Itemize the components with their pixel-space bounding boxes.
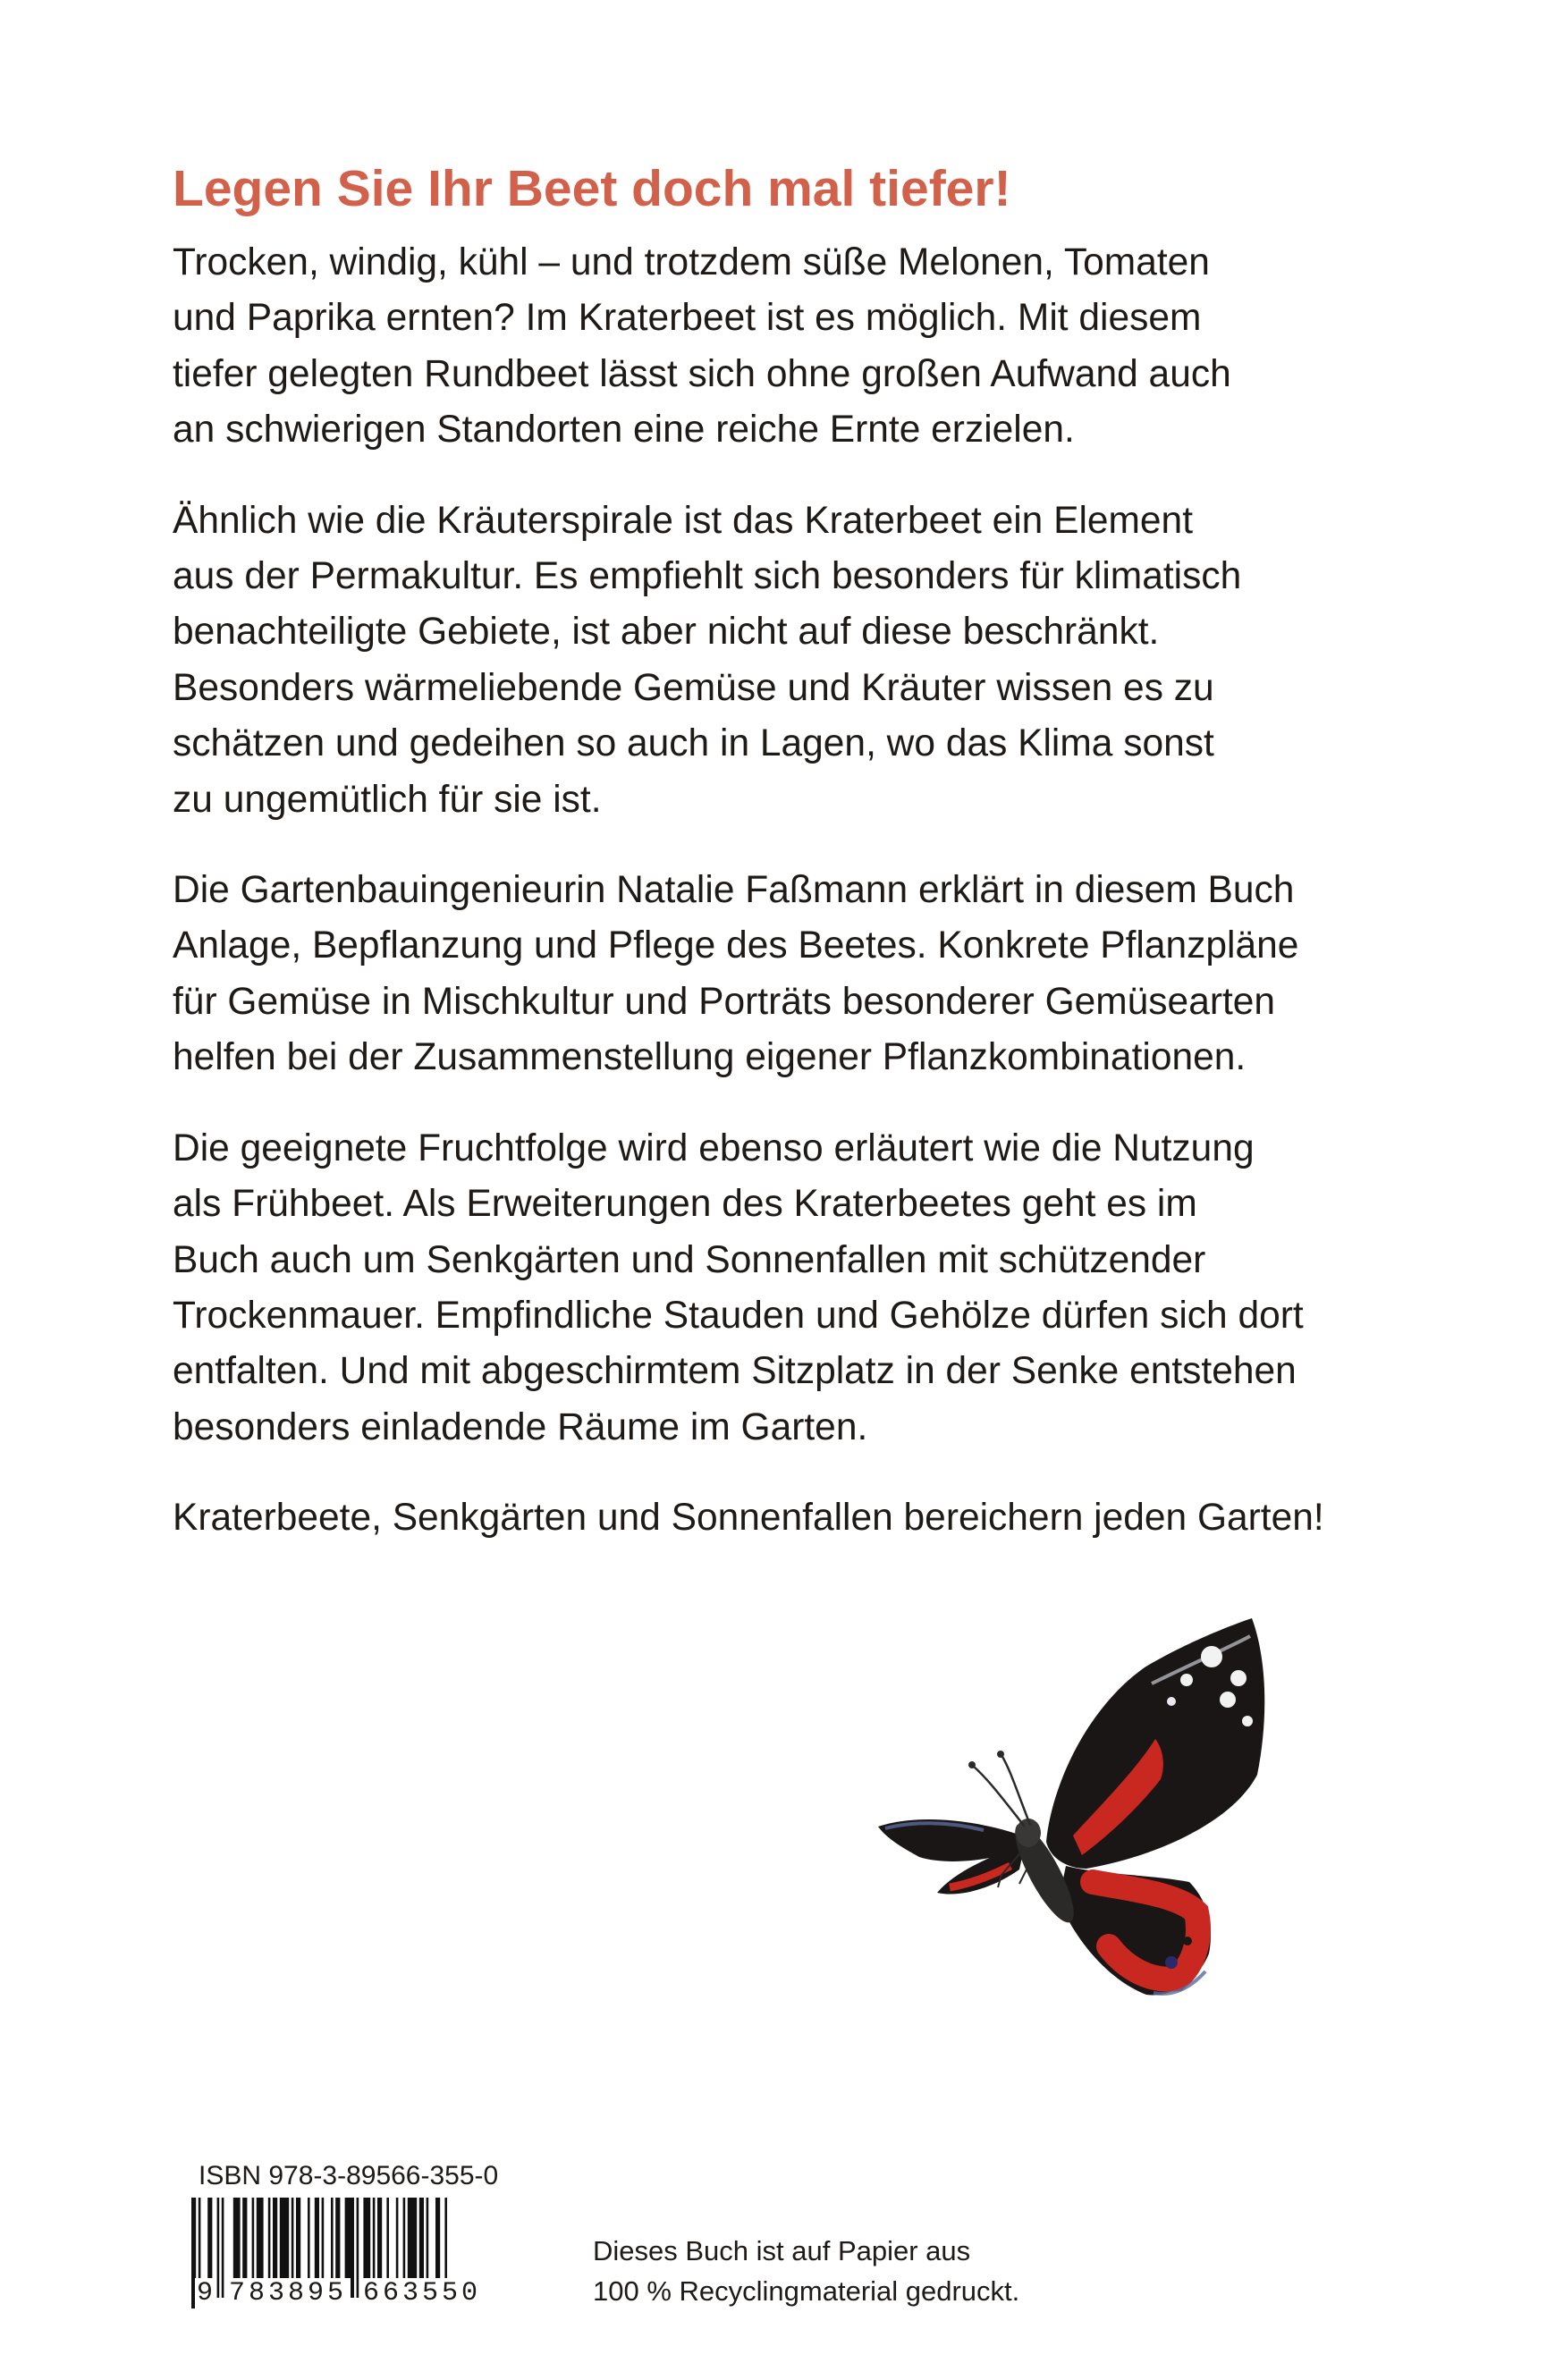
text-line: besonders einladende Räume im Garten.: [173, 1405, 868, 1448]
isbn-number: ISBN 978-3-89566-355-0: [199, 2161, 499, 2190]
paragraph-4: [173, 1121, 1362, 1456]
text-line: schätzen und gedeihen so auch in Lagen, wo das Klima sonst: [173, 722, 1214, 765]
blurb-text: [173, 235, 1362, 1582]
recycling-note-line: Dieses Buch ist auf Papier aus: [593, 2235, 971, 2266]
paragraph-3: [173, 863, 1362, 1086]
text-line: Trockenmauer. Empfindliche Stauden und Gehölze dürfen sich dort: [173, 1294, 1304, 1337]
text-line: und Paprika ernten? Im Kraterbeet ist es möglich. Mit diesem: [173, 297, 1202, 340]
recycling-note-line: 100 % Recyclingmaterial gedruckt.: [593, 2275, 1020, 2307]
paragraph-2: [173, 494, 1362, 828]
headline: Legen Sie Ihr Beet doch mal tiefer!: [173, 160, 1011, 217]
red-admiral-butterfly-icon: [867, 1614, 1279, 2007]
text-line: Buch auch um Senkgärten und Sonnenfallen mit schützender: [173, 1238, 1206, 1281]
text-line: Kraterbeete, Senkgärten und Sonnenfallen bereichern jeden Garten!: [173, 1497, 1324, 1540]
text-line: Ähnlich wie die Kräuterspirale ist das Kraterbeet ein Element: [173, 499, 1194, 542]
barcode-left-group: 783895: [225, 2278, 351, 2308]
text-line: Trocken, windig, kühl – und trotzdem süße Melonen, Tomaten: [173, 241, 1210, 283]
text-line: für Gemüse in Mischkultur und Porträts besonderer Gemüsearten: [173, 980, 1276, 1023]
text-line: Anlage, Bepflanzung und Pflege des Beetes. Konkrete Pflanzpläne: [173, 924, 1299, 967]
text-line: Die geeignete Fruchtfolge wird ebenso erläutert wie die Nutzung: [173, 1127, 1255, 1169]
text-line: tiefer gelegten Rundbeet lässt sich ohne großen Aufwand auch: [173, 352, 1231, 395]
barcode-digits: [188, 2278, 506, 2317]
text-line: benachteiligte Gebiete, ist aber nicht auf diese beschränkt.: [173, 611, 1160, 654]
paragraph-5: [173, 1490, 1362, 1546]
text-line: helfen bei der Zusammenstellung eigener Pflanzkombinationen.: [173, 1036, 1247, 1079]
text-line: Besonders wärmeliebende Gemüse und Kräuter wissen es zu: [173, 666, 1214, 709]
paragraph-1: [173, 235, 1362, 459]
text-line: an schwierigen Standorten eine reiche Ernte erzielen.: [173, 409, 1075, 452]
text-line: Die Gartenbauingenieurin Natalie Faßmann erklärt in diesem Buch: [173, 869, 1295, 912]
text-line: entfalten. Und mit abgeschirmtem Sitzplatz in der Senke entstehen: [173, 1350, 1297, 1393]
text-line: zu ungemütlich für sie ist.: [173, 778, 602, 821]
text-line: aus der Permakultur. Es empfiehlt sich besonders für klimatisch: [173, 555, 1242, 598]
recycling-note: [593, 2231, 1019, 2311]
text-line: als Frühbeet. Als Erweiterungen des Kraterbeetes geht es im: [173, 1183, 1197, 1226]
barcode-first-digit: 9: [197, 2278, 214, 2308]
barcode-right-group: 663550: [359, 2278, 485, 2308]
